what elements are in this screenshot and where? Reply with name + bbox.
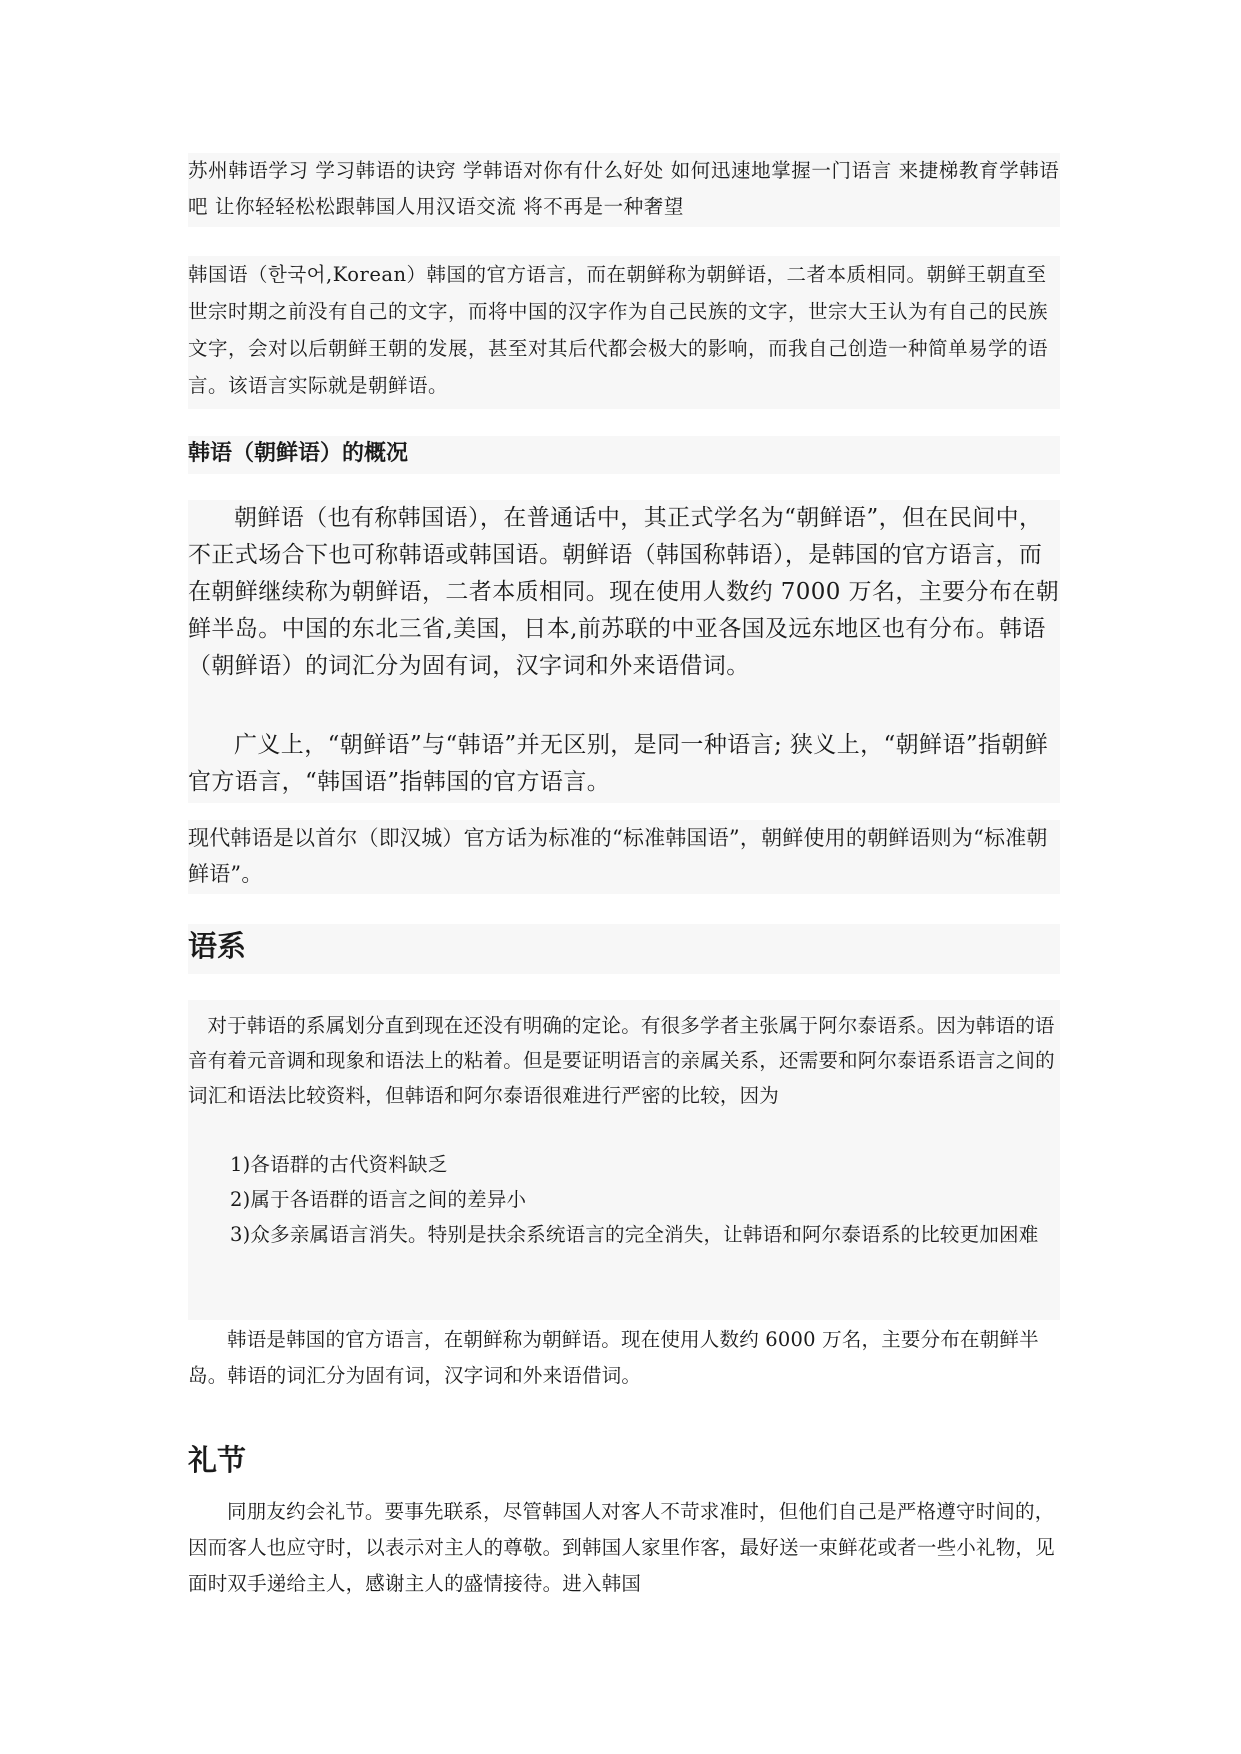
overview-para3-block [188,820,1060,894]
overview-heading: 韩语（朝鲜语）的概况 [188,441,409,466]
list-item: 2)属于各语群的语言之间的差异小 [230,1188,527,1211]
language-family-block [188,1000,1060,1320]
intro-paragraph: 韩国语（한국어,Korean）韩国的官方语言，而在朝鲜称为朝鲜语，二者本质相同。朝鲜王朝直至世宗时期之前没有自己的文字，而将中国的汉字作为自己民族的文字，世宗大王认为有自己的民族文字，会对以后朝鲜王朝的发展，甚至对其后代都会极大的影响，而我自己创造一种简单易学的语言。该语言实际就是朝鲜语。 [188,263,1049,397]
overview-para2-block [188,727,1060,803]
list-item: 1)各语群的古代资料缺乏 [230,1153,448,1176]
etiquette-heading: 礼节 [188,1443,247,1477]
overview-heading-block [188,436,1060,474]
intro-title-line: 苏州韩语学习 学习韩语的诀窍 学韩语对你有什么好处 如何迅速地掌握一门语言 来捷梯教育学韩语吧 让你轻轻松松跟韩国人用汉语交流 将不再是一种奢望 [188,159,1060,218]
overview-paragraph-1: 朝鲜语（也有称韩国语），在普通话中，其正式学名为“朝鲜语”，但在民间中，不正式场合下也可称韩语或韩国语。朝鲜语（韩国称韩语），是韩国的官方语言，而在朝鲜继续称为朝鲜语，二者本质相同。现在使用人数约 7000 万名，主要分布在朝鲜半岛。中国的东北三省,美国，日本,前苏联的中亚各国及远东地区也有分布。韩语（朝鲜语）的词汇分为固有词，汉字词和外来语借词。 [188,505,1060,679]
overview-paragraph-2: 广义上，“朝鲜语”与“韩语”并无区别，是同一种语言; 狭义上，“朝鲜语”指朝鲜官方语言，“韩国语”指韩国的官方语言。 [188,732,1049,795]
overview-para1-block [188,500,1060,730]
intro-paragraph-block [188,256,1060,409]
overview-paragraph-3: 现代韩语是以首尔（即汉城）官方话为标准的“标准韩国语”，朝鲜使用的朝鲜语则为“标准朝鲜语”。 [188,826,1048,886]
etiquette-paragraph-block [188,1494,1060,1606]
language-family-after-block [188,1322,1060,1398]
etiquette-paragraph: 同朋友约会礼节。要事先联系，尽管韩国人对客人不苛求准时，但他们自己是严格遵守时间的，因而客人也应守时，以表示对主人的尊敬。到韩国人家里作客，最好送一束鲜花或者一些小礼物，见面时双手递给主人，感谢主人的盛情接待。进入韩国 [188,1500,1055,1595]
intro-block [188,153,1060,227]
list-item: 3)众多亲属语言消失。特别是扶余系统语言的完全消失，让韩语和阿尔泰语系的比较更加困难 [230,1223,1039,1246]
etiquette-heading-block [188,1438,1060,1486]
language-family-paragraph: 对于韩语的系属划分直到现在还没有明确的定论。有很多学者主张属于阿尔泰语系。因为韩语的语音有着元音调和现象和语法上的粘着。但是要证明语言的亲属关系，还需要和阿尔泰语系语言之间的词汇和语法比较资料，但韩语和阿尔泰语很难进行严密的比较，因为 [188,1014,1055,1107]
language-family-heading: 语系 [188,929,247,963]
language-family-heading-block [188,924,1060,974]
language-family-after-paragraph: 韩语是韩国的官方语言，在朝鲜称为朝鲜语。现在使用人数约 6000 万名，主要分布在朝鲜半岛。韩语的词汇分为固有词，汉字词和外来语借词。 [188,1328,1039,1387]
